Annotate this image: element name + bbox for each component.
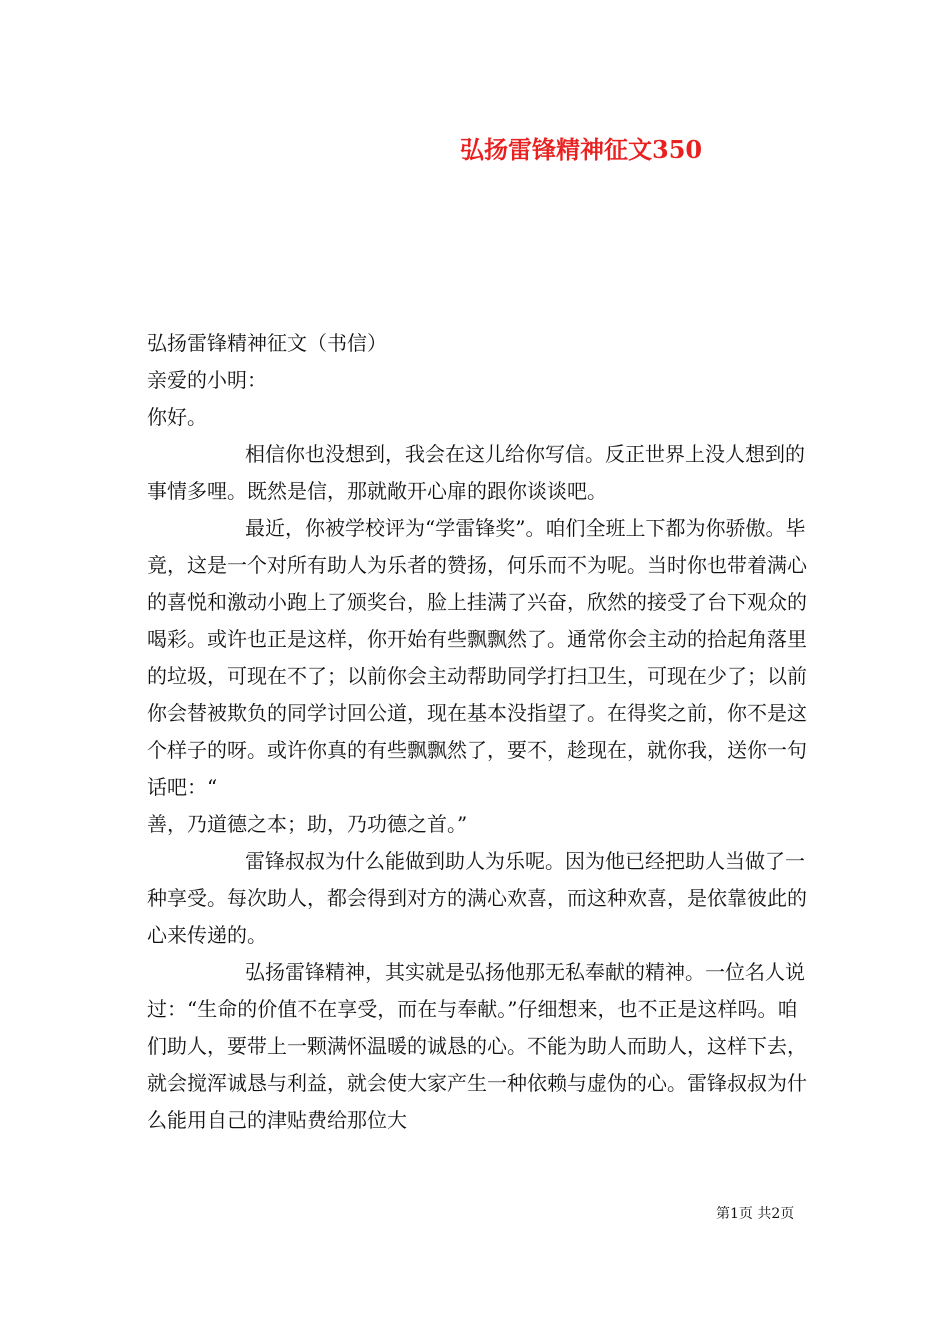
document-title: 弘扬雷锋精神征文350 xyxy=(460,135,703,164)
greeting: 你好。 xyxy=(147,405,207,429)
paragraph: 最近，你被学校评为“学雷锋奖”。咱们全班上下都为你骄傲。毕竟，这是一个对所有助人为乐者的赞扬，何乐而不为呢。当时你也带着满心的喜悦和激动小跑上了颁奖台，脸上挂满了兴奋，欣然的接受了台下观众的喝彩。或许也正是这样，你开始有些飘飘然了。通常你会主动的拾起角落里的垃圾，可现在不了；以前你会主动帮助同学打扫卫生，可现在少了；以前你会替被欺负的同学讨回公道，现在基本没指望了。在得奖之前，你不是这个样子的呀。或许你真的有些飘飘然了，要不，趁现在，就你我，送你一句话吧：“ xyxy=(147,516,807,799)
paragraph: 雷锋叔叔为什么能做到助人为乐呢。因为他已经把助人当做了一种享受。每次助人，都会得到对方的满心欢喜，而这种欢喜，是依靠彼此的心来传递的。 xyxy=(147,849,807,947)
quote-line: 善，乃道德之本；助，乃功德之首。” xyxy=(147,812,468,836)
document-subtitle: 弘扬雷锋精神征文（书信） xyxy=(147,331,387,355)
salutation: 亲爱的小明： xyxy=(147,368,267,392)
document-body xyxy=(147,325,807,1139)
paragraph: 弘扬雷锋精神，其实就是弘扬他那无私奉献的精神。一位名人说过：“生命的价值不在享受，而在与奉献。”仔细想来，也不正是这样吗。咱们助人，要带上一颗满怀温暖的诚恳的心。不能为助人而助人，这样下去，就会搅浑诚恳与利益，就会使大家产生一种依赖与虚伪的心。雷锋叔叔为什么能用自己的津贴费给那位大 xyxy=(147,960,807,1132)
page-number: 第1页 共2页 xyxy=(716,1206,795,1222)
paragraph: 相信你也没想到，我会在这儿给你写信。反正世界上没人想到的事情多哩。既然是信，那就敞开心扉的跟你谈谈吧。 xyxy=(147,442,805,503)
